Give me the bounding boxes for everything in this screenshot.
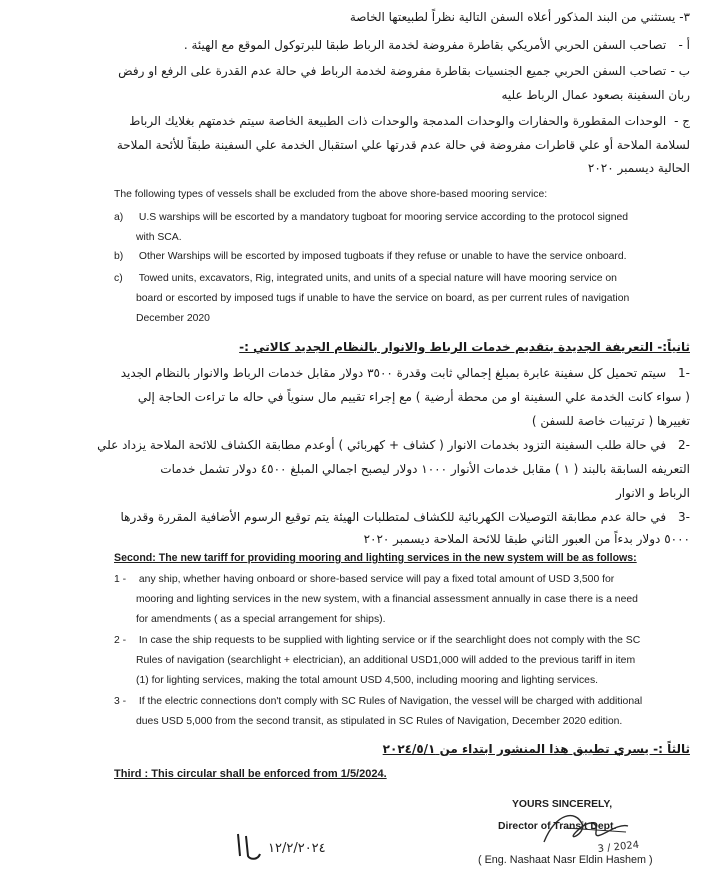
en-effective-date: Third : This circular shall be enforced from 1/5/2024. [114, 768, 387, 780]
en-item-c-line3: December 2020 [136, 313, 210, 324]
en-item-c [114, 268, 714, 289]
en-item-b [114, 246, 714, 267]
ar-tariff-item2-marker: -2 [678, 438, 690, 452]
handwritten-date: 3 / 2024 [597, 839, 640, 855]
handwritten-initials [232, 826, 342, 866]
ar-item-a-marker: أ - [678, 38, 690, 52]
ar-tariff-item2-line1: في حالة طلب السفينة التزود بخدمات الانوار ( كشاف + كهربائي ) أوعدم مطابقة الكشاف للائحة الملاحة يزداد علي [97, 438, 667, 452]
en-tariff-item2 [114, 630, 714, 651]
ar-item-c-line2: لسلامة الملاحة أو علي قاطرات مفروضة في حالة عدم قدرتها علي استقبال الخدمة علي السفينة طبقاً للأئحة الملاحة [116, 138, 690, 152]
ar-tariff-item3-line2: ٥٠٠٠ دولار بدءاً من العبور الثاني طبقا للائحة الملاحة ديسمبر ٢٠٢٠ [363, 532, 690, 546]
ar-item-b [50, 60, 690, 82]
ar-tariff-item1-line1: سيتم تحميل كل سفينة عابرة بمبلغ إجمالي ثابت وقدرة ٣٥٠٠ دولار مقابل خدمات الرباط والانوار بالنظام الجديد [120, 366, 667, 380]
en-tariff-item2-line1: In case the ship requests to be supplied with lighting service or if the searchlight does not comply with the SC [138, 635, 641, 646]
ar-tariff-item1-marker: -1 [678, 366, 690, 380]
en-tariff-heading: Second: The new tariff for providing mooring and lighting services in the new system will be as follows: [114, 552, 637, 564]
ar-item-b-line2: ربان السفينة بصعود عمال الرباط عليه [501, 88, 690, 102]
en-tariff-item3-line1: If the electric connections don't comply with SC Rules of Navigation, the vessel will be charged with additional [138, 696, 643, 707]
ar-item-c-line1: الوحدات المقطورة والحفارات والوحدات المدمجة والوحدات ذات الطبيعة الخاصة سيتم خدمتهم بغلايك الرباط [129, 114, 667, 128]
en-tariff-item1 [114, 569, 714, 590]
ar-tariff-item1-line2: ( سواء كانت الخدمة علي السفينة او من محطة أرضية ) مع إجراء تقييم مال سنوياً في حاله ما تراءت الحاجة إلي [137, 390, 690, 404]
en-tariff-item3-marker: 3 - [114, 696, 127, 707]
ar-tariff-item1-line3: تغييرها ( ترتيبات خاصة للسفن ) [531, 414, 690, 428]
ar-item-c-line3: الحالية ديسمبر ٢٠٢٠ [587, 161, 690, 175]
ar-tariff-item2 [40, 434, 690, 456]
en-item-b-marker: b) [114, 251, 124, 262]
ar-item-a-text: تصاحب السفن الحربي الأمريكي بقاطرة مفروضة لخدمة الرباط طبقا للبرتوكول الموقع مع الهيئة . [183, 38, 667, 52]
en-tariff-item1-line3: for amendments ( as a special arrangement for ships). [136, 614, 386, 625]
en-exclusions-intro: The following types of vessels shall be excluded from the above shore-based mooring service: [114, 189, 548, 200]
ar-tariff-item2-line2: التعريفه السابقة بالبند ( ١ ) مقابل خدمات الأنوار ١٠٠٠ دولار ليصبح اجمالي المبلغ ٤٥٠٠ دولار تشمل خدمات [160, 462, 690, 476]
ar-item-c [50, 110, 690, 132]
ar-exclusions-intro: ٣- يستثني من البند المذكور أعلاه السفن التالية نظراً لطبيعتها الخاصة [349, 10, 690, 24]
ar-tariff-item1 [40, 362, 690, 384]
en-item-a-line2: with SCA. [136, 232, 182, 243]
en-item-a [114, 207, 714, 228]
ar-item-b-line1: تصاحب السفن الحربي جميع الجنسيات بقاطرة مفروضة لخدمة الرباط في حالة عدم القدرة على الرفع او رفض [118, 64, 667, 78]
en-item-c-line1: Towed units, excavators, Rig, integrated units, and units of a special nature will have mooring service on [138, 273, 617, 284]
en-tariff-item3 [114, 691, 714, 712]
en-item-c-line2: board or escorted by imposed tugs if unable to have the service on board, as per current rules of navigation [136, 293, 630, 304]
en-tariff-item2-line3: (1) for lighting services, making the total amount USD 4,500, including mooring and lighting services. [136, 675, 599, 686]
en-tariff-item3-line2: dues USD 5,000 from the second transit, as stipulated in SC Rules of Navigation, December 2020 edition. [136, 716, 623, 727]
ar-effective-date: ثالثاً :- يسري تطبيق هذا المنشور ابتداء من ٢٠٢٤/٥/١ [382, 742, 690, 756]
ar-tariff-heading: ثانياً:- التعريفة الجديدة بتقديم خدمات الرباط والانوار بالنظام الجديد كالاتي :- [239, 340, 690, 354]
en-item-a-marker: a) [114, 212, 124, 223]
handwritten-initials-date: ١٢/٢/٢٠٢٤ [268, 841, 326, 856]
ar-item-c-marker: ج - [674, 114, 690, 128]
signature-closing: YOURS SINCERELY, [512, 799, 613, 810]
en-tariff-item1-line2: mooring and lighting services in the new system, with a financial assessment annually in case there is a need [136, 594, 638, 605]
signature-name: ( Eng. Nashaat Nasr Eldin Hashem ) [478, 854, 653, 866]
ar-item-a [50, 34, 690, 56]
en-tariff-item1-line1: any ship, whether having onboard or shore-based service will pay a fixed total amount of USD 3,500 for [138, 574, 615, 585]
ar-tariff-item3-marker: -3 [678, 510, 690, 524]
en-tariff-item1-marker: 1 - [114, 574, 127, 585]
ar-tariff-item3-line1: في حالة عدم مطابقة التوصيلات الكهربائية للكشاف لمتطلبات الهيئة يتم توقيع الرسوم الأضافية المقررة وقدرها [120, 510, 667, 524]
en-item-c-marker: c) [114, 273, 123, 284]
ar-item-b-marker: ب - [670, 64, 690, 78]
signature-title: Director of Transit Dept. [498, 821, 617, 832]
ar-tariff-item2-line3: الرباط و الانوار [616, 486, 690, 500]
en-tariff-item2-line2: Rules of navigation (searchlight + electrician), an additional USD1,000 will added to the previous tariff in item [136, 655, 636, 666]
en-item-a-line1: U.S warships will be escorted by a mandatory tugboat for mooring service according to the protocol signed [138, 212, 629, 223]
en-item-b-text: Other Warships will be escorted by imposed tugboats if they refuse or unable to have the service onboard. [138, 251, 627, 262]
ar-tariff-item3 [40, 506, 690, 528]
en-tariff-item2-marker: 2 - [114, 635, 127, 646]
